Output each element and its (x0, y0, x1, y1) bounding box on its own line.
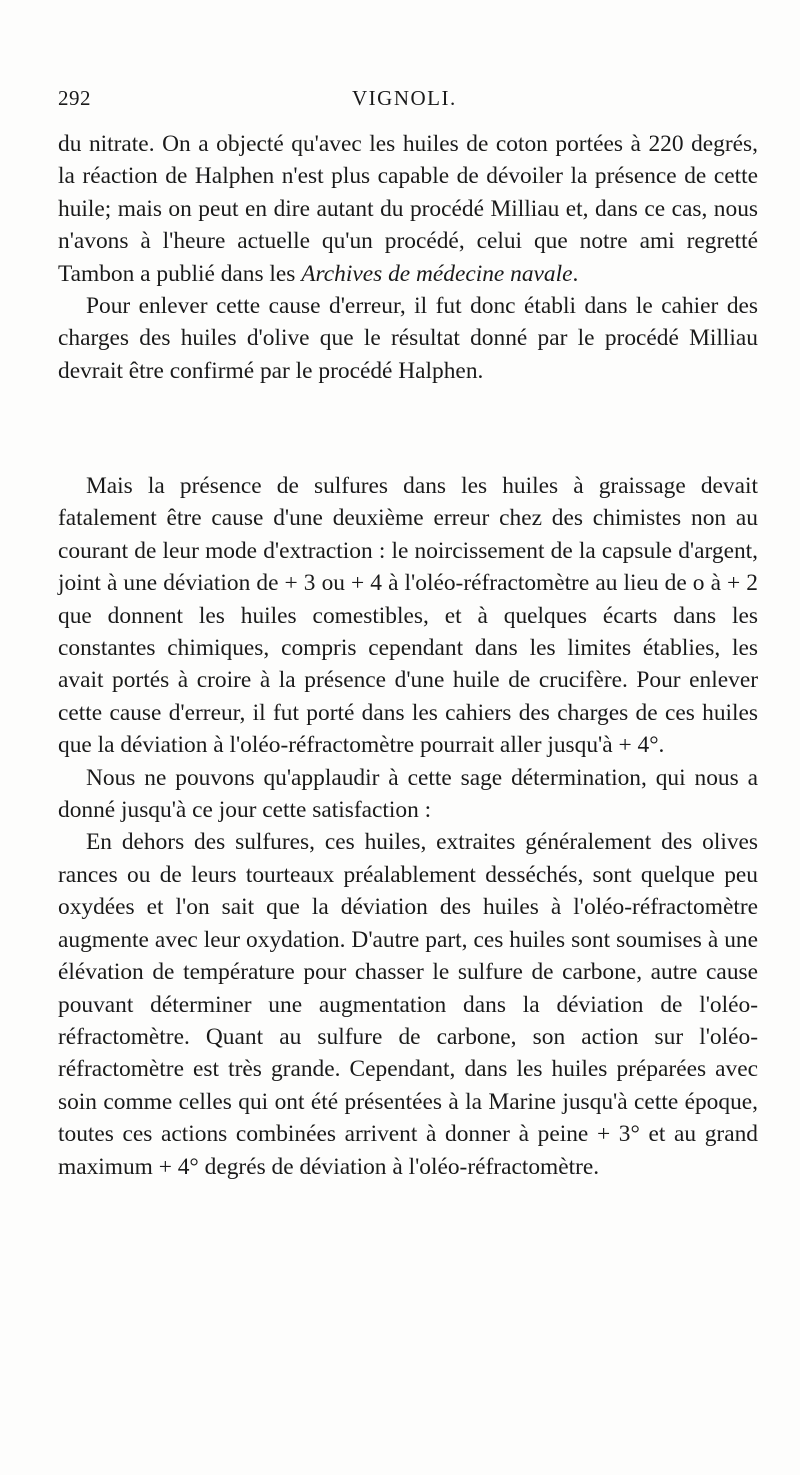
paragraph-2: Pour enlever cette cause d'erreur, il fut donc établi dans le cahier des charges des huiles d'olive que le résultat donné par le procédé Milliau devrait être confirmé par le procédé Halphen. (58, 293, 758, 384)
paragraph-5: En dehors des sulfures, ces huiles, extraites généralement des olives rances ou de leurs tourteaux préalablement desséchés, sont quelque peu oxydées et l'on sait que la déviation des huiles à l'oléo-réfractomètre augmente avec leur oxydation. D'autre part, ces huiles sont soumises à une élévation de température pour chasser le sulfure de carbone, autre cause pouvant déterminer une augmentation dans la déviation de l'oléo-réfractomètre. Quant au sulfure de carbone, son action sur l'oléo-réfractomètre est très grande. Cependant, dans les huiles préparées avec soin comme celles qui ont été présentées à la Marine jusqu'à cette époque, toutes ces actions combinées arrivent à donner à peine + 3° et au grand maximum + 4° degrés de déviation à l'oléo-réfractomètre. (58, 829, 758, 1180)
paragraph-1-end: . (572, 260, 579, 287)
text-block-top (58, 128, 758, 387)
running-head: VIGNOLI. (352, 86, 457, 110)
page-header (58, 86, 758, 116)
paragraph-4: Nous ne pouvons qu'applaudir à cette sage détermination, qui nous a donné jusqu'à ce jour cette satisfaction : (58, 764, 758, 824)
paragraph-1-text: du nitrate. On a objecté qu'avec les huiles de coton portées à 220 degrés, la réaction de Halphen n'est plus capable de dévoiler la présence de cette huile; mais on peut en dire autant du procédé Milliau et, dans ce cas, nous n'avons à l'heure actuelle qu'un procédé, celui que notre ami regretté Tambon a publié dans les (58, 131, 758, 287)
paragraph-1 (58, 128, 758, 290)
page-number: 292 (58, 86, 91, 110)
paragraph-3: Mais la présence de sulfures dans les huiles à graissage devait fatalement être cause d'une deuxième erreur chez des chimistes non au courant de leur mode d'extraction : le noircissement de la capsule d'argent, joint à une déviation de + 3 ou + 4 à l'oléo-réfractomètre au lieu de o à + 2 que donnent les huiles comestibles, et à quelques écarts dans les constantes chimiques, compris cependant dans les limites établies, les avait portés à croire à la présence d'une huile de crucifère. Pour enlever cette cause d'erreur, il fut porté dans les cahiers des charges de ces huiles que la déviation à l'oléo-réfractomètre pourrait aller jusqu'à + 4°. (58, 473, 758, 759)
journal-title: Archives de médecine navale (301, 260, 573, 287)
text-block-main (58, 470, 758, 1183)
